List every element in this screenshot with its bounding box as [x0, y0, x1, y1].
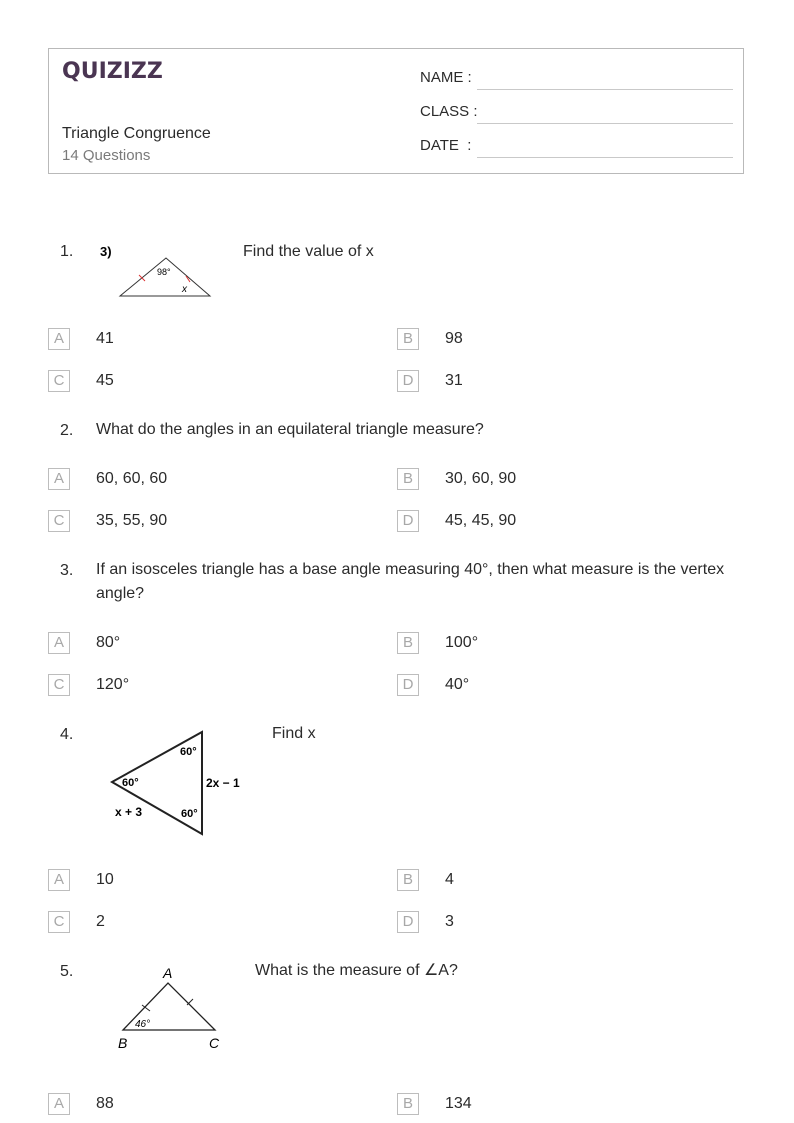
figure-angle-label: 46°	[135, 1019, 151, 1030]
figure-angle-left: 60°	[122, 777, 139, 789]
option-letter[interactable]: C	[48, 370, 70, 392]
date-label: DATE :	[420, 137, 472, 154]
date-line[interactable]	[477, 157, 733, 158]
figure-vertex-c: C	[209, 1035, 220, 1051]
option-text: 88	[96, 1095, 114, 1112]
triangle-figure-q4	[104, 726, 254, 838]
class-line[interactable]	[477, 123, 733, 124]
question-text: If an isosceles triangle has a base angle measuring 40°, then what measure is the vertex	[96, 561, 725, 578]
option-letter[interactable]: A	[48, 328, 70, 350]
question-text: What do the angles in an equilateral triangle measure?	[96, 421, 484, 438]
option-text: 60, 60, 60	[96, 470, 168, 487]
option-letter[interactable]: B	[397, 632, 419, 654]
option-letter[interactable]: D	[397, 370, 419, 392]
option-text: 41	[96, 330, 114, 347]
figure-variable-label: x	[182, 284, 187, 295]
option-letter[interactable]: B	[397, 1093, 419, 1115]
option-letter[interactable]: B	[397, 869, 419, 891]
question-number: 2.	[60, 422, 74, 439]
option-letter[interactable]: A	[48, 468, 70, 490]
figure-vertex-b: B	[118, 1035, 128, 1051]
figure-side-right: 2x − 1	[206, 776, 240, 790]
question-count: 14 Questions	[62, 147, 151, 164]
class-label: CLASS :	[420, 103, 478, 120]
name-label: NAME :	[420, 69, 472, 86]
option-letter[interactable]: B	[397, 468, 419, 490]
option-text: 98	[445, 330, 463, 347]
triangle-figure-q5	[112, 962, 232, 1054]
option-text: 40°	[445, 676, 470, 693]
option-text: 35, 55, 90	[96, 512, 168, 529]
figure-angle-label: 98°	[157, 267, 171, 277]
name-field	[420, 69, 472, 86]
date-field	[420, 137, 471, 154]
option-text: 10	[96, 871, 114, 888]
option-letter[interactable]: D	[397, 674, 419, 696]
option-letter[interactable]: A	[48, 1093, 70, 1115]
question-number: 3.	[60, 562, 74, 579]
option-text: 4	[445, 871, 454, 888]
worksheet-header	[48, 48, 744, 174]
option-letter[interactable]: A	[48, 869, 70, 891]
question-text-continued: angle?	[96, 585, 145, 602]
option-letter[interactable]: D	[397, 911, 419, 933]
class-field	[420, 103, 478, 120]
figure-angle-bottom: 60°	[181, 808, 198, 820]
option-text: 120°	[96, 676, 130, 693]
question-text: Find x	[272, 725, 316, 742]
figure-problem-label: 3)	[100, 244, 112, 259]
question-text: What is the measure of ∠A?	[255, 962, 458, 979]
option-letter[interactable]: B	[397, 328, 419, 350]
option-text: 30, 60, 90	[445, 470, 517, 487]
name-line[interactable]	[477, 89, 733, 90]
option-letter[interactable]: D	[397, 510, 419, 532]
worksheet-title: Triangle Congruence	[62, 125, 211, 142]
option-text: 3	[445, 913, 454, 930]
option-text: 45	[96, 372, 114, 389]
option-text: 45, 45, 90	[445, 512, 517, 529]
triangle-shape	[120, 258, 210, 296]
option-text: 134	[445, 1095, 472, 1112]
question-text: Find the value of x	[243, 243, 374, 260]
triangle-figure-q1	[96, 240, 216, 302]
question-number: 5.	[60, 963, 74, 980]
option-text: 80°	[96, 634, 121, 651]
option-text: 100°	[445, 634, 479, 651]
option-letter[interactable]: A	[48, 632, 70, 654]
option-letter[interactable]: C	[48, 674, 70, 696]
option-letter[interactable]: C	[48, 510, 70, 532]
option-text: 2	[96, 913, 105, 930]
option-letter[interactable]: C	[48, 911, 70, 933]
option-text: 31	[445, 372, 463, 389]
question-number: 4.	[60, 726, 74, 743]
quizizz-logo: QUIZIZZ	[62, 59, 163, 84]
question-number: 1.	[60, 243, 74, 260]
figure-side-bottom: x + 3	[115, 805, 143, 819]
figure-angle-top: 60°	[180, 746, 197, 758]
figure-vertex-a: A	[163, 965, 173, 981]
